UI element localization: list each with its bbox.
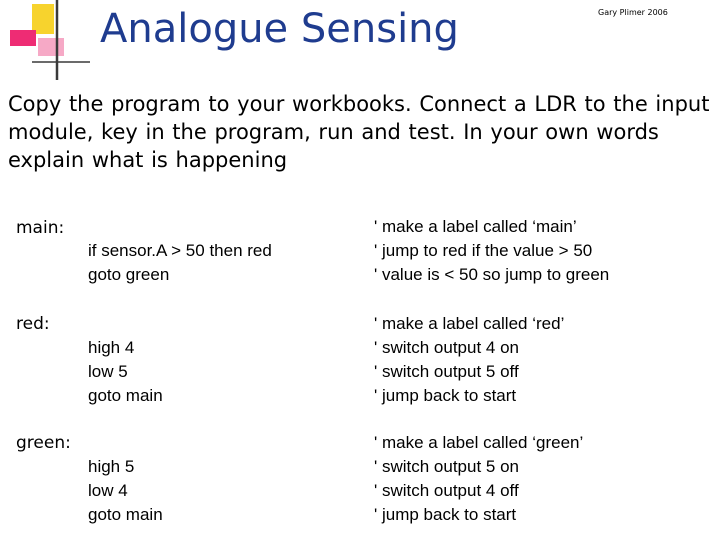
code-line: high 4 <box>88 338 135 357</box>
comments-main <box>374 215 609 287</box>
code-green <box>88 455 163 527</box>
comment-line: ' make a label called ‘green’ <box>374 433 584 452</box>
code-red <box>88 336 163 408</box>
label-main: main: <box>16 218 65 238</box>
comment-line: ' jump back to start <box>374 386 517 405</box>
code-line: low 5 <box>88 362 128 381</box>
code-line: goto main <box>88 386 163 405</box>
comments-red <box>374 312 564 408</box>
comment-line: ' value is < 50 so jump to green <box>374 265 610 284</box>
logo-lightpink-square <box>38 38 64 56</box>
label-green: green: <box>16 433 71 453</box>
author-credit: Gary Plimer 2006 <box>598 8 668 17</box>
code-main <box>88 239 272 287</box>
comment-line: ' jump to red if the value > 50 <box>374 241 593 260</box>
logo-pink-bar <box>10 30 36 46</box>
code-line: goto main <box>88 505 163 524</box>
code-line: if sensor.A > 50 then red <box>88 241 272 260</box>
logo-yellow-square <box>32 4 54 34</box>
comments-green <box>374 431 583 527</box>
code-line: low 4 <box>88 481 128 500</box>
comment-line: ' jump back to start <box>374 505 517 524</box>
comment-line: ' switch output 4 off <box>374 481 519 500</box>
intro-instructions: Copy the program to your workbooks. Connect a LDR to the input module, key in the program, run and test. In your own words explain what is happening <box>8 92 710 172</box>
label-red: red: <box>16 314 50 334</box>
comment-line: ' switch output 5 on <box>374 457 519 476</box>
comment-line: ' make a label called ‘main’ <box>374 217 577 236</box>
code-line: high 5 <box>88 457 135 476</box>
comment-line: ' make a label called ‘red’ <box>374 314 565 333</box>
slide-title: Analogue Sensing <box>100 6 459 52</box>
comment-line: ' switch output 4 on <box>374 338 519 357</box>
slide-logo-graphic <box>0 0 90 90</box>
comment-line: ' switch output 5 off <box>374 362 519 381</box>
code-line: goto green <box>88 265 170 284</box>
